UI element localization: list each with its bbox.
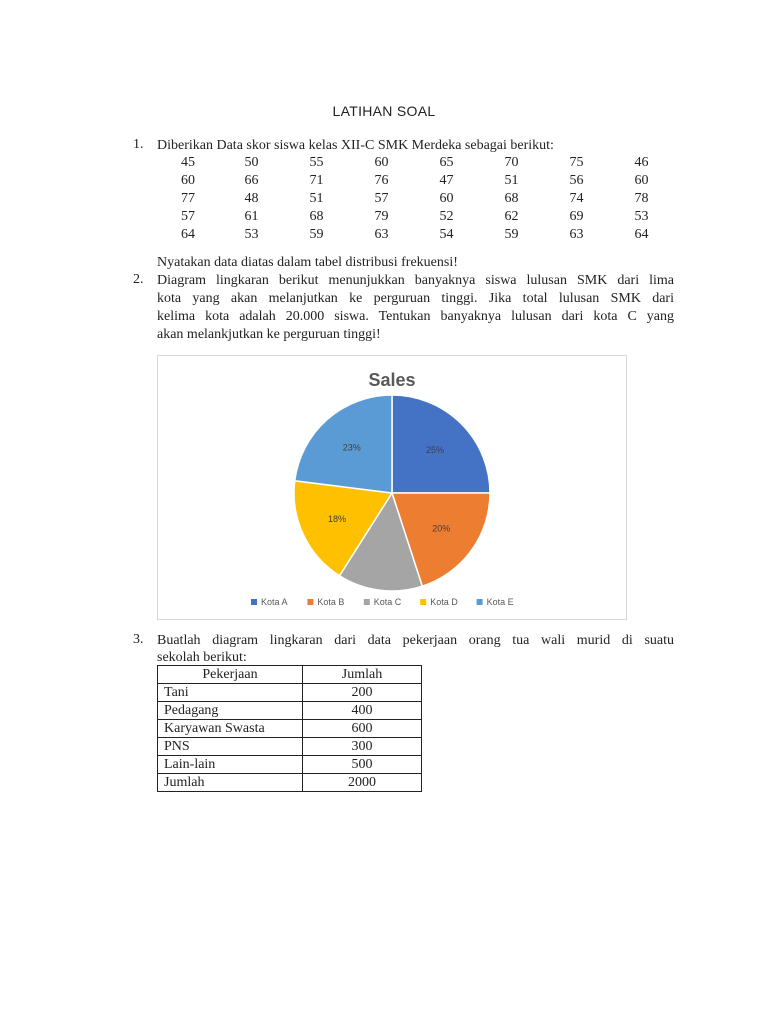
question-2-text — [157, 272, 674, 344]
pie-data-label: 18% — [327, 513, 347, 524]
score-cell: 59 — [504, 227, 519, 242]
score-cell: 56 — [569, 173, 584, 188]
pie-data-label: 23% — [342, 442, 361, 453]
score-cell: 68 — [309, 209, 324, 224]
score-cell: 47 — [439, 173, 454, 188]
question-2-line: Diagram lingkaran berikut menunjukkan banyaknya siswa lulusan SMK dari lima — [157, 273, 674, 288]
legend-swatch — [477, 599, 483, 605]
score-cell: 52 — [439, 209, 454, 224]
legend-label: Kota E — [486, 597, 514, 607]
count-cell: 600 — [303, 720, 422, 738]
pie-slice-1 — [392, 395, 490, 493]
pie-chart — [158, 356, 626, 619]
occupation-cell: Pedagang — [158, 702, 303, 720]
legend-swatch — [251, 599, 257, 605]
table-row — [157, 208, 674, 226]
score-cell: 64 — [634, 227, 649, 242]
score-cell: 46 — [634, 155, 649, 170]
score-cell: 51 — [504, 173, 519, 188]
score-cell: 55 — [309, 155, 324, 170]
table-row — [157, 154, 674, 172]
score-cell: 48 — [244, 191, 259, 206]
table-row — [157, 172, 674, 190]
occupation-table — [157, 665, 422, 792]
score-cell: 57 — [374, 191, 389, 206]
count-cell: 500 — [303, 756, 422, 774]
score-cell: 51 — [309, 191, 324, 206]
table-row — [158, 756, 422, 774]
pie-chart-container — [157, 355, 627, 620]
score-cell: 79 — [374, 209, 389, 224]
question-3-number: 3. — [133, 632, 144, 647]
table-row — [158, 702, 422, 720]
score-cell: 60 — [181, 173, 195, 188]
score-cell: 74 — [569, 191, 584, 206]
score-cell: 64 — [181, 227, 195, 242]
score-cell: 62 — [504, 209, 519, 224]
score-cell: 66 — [244, 173, 259, 188]
score-cell: 61 — [244, 209, 259, 224]
legend-swatch — [307, 599, 313, 605]
table-row — [158, 774, 422, 792]
occupation-cell: PNS — [158, 738, 303, 756]
table-row — [158, 684, 422, 702]
question-3-line: sekolah berikut: — [157, 650, 247, 665]
legend-swatch — [420, 599, 426, 605]
score-cell: 50 — [244, 155, 259, 170]
occupation-cell: Karyawan Swasta — [158, 720, 303, 738]
score-cell: 68 — [504, 191, 519, 206]
question-2-number: 2. — [133, 272, 144, 287]
score-cell: 63 — [374, 227, 389, 242]
table-row — [158, 720, 422, 738]
score-cell: 71 — [309, 173, 324, 188]
score-cell: 60 — [439, 191, 454, 206]
count-cell: 300 — [303, 738, 422, 756]
legend-label: Kota A — [261, 597, 288, 607]
score-cell: 53 — [244, 227, 259, 242]
question-2-line: kelima kota adalah 20.000 siswa. Tentukan banyaknya lulusan dari kota C yang — [157, 309, 674, 324]
occupation-cell: Tani — [158, 684, 303, 702]
score-cell: 60 — [374, 155, 389, 170]
count-cell: 400 — [303, 702, 422, 720]
count-cell: 200 — [303, 684, 422, 702]
score-cell: 65 — [439, 155, 454, 170]
score-cell: 78 — [634, 191, 649, 206]
occupation-cell: Jumlah — [158, 774, 303, 792]
score-cell: 57 — [181, 209, 195, 224]
question-2-line: akan melankjutkan ke perguruan tinggi! — [157, 327, 381, 342]
score-cell: 54 — [439, 227, 454, 242]
occupation-cell: Lain-lain — [158, 756, 303, 774]
legend-swatch — [364, 599, 370, 605]
score-cell: 53 — [634, 209, 649, 224]
score-cell: 77 — [181, 191, 195, 206]
count-cell: 2000 — [303, 774, 422, 792]
header-jumlah: Jumlah — [303, 666, 422, 684]
pie-data-label: 20% — [432, 523, 451, 534]
score-cell: 70 — [504, 155, 519, 170]
question-3-text — [157, 632, 674, 665]
score-cell: 63 — [569, 227, 584, 242]
question-1-instruction: Nyatakan data diatas dalam tabel distribusi frekuensi! — [157, 255, 458, 270]
question-2-line: kota yang akan melanjutkan ke perguruan tinggi. Jika total lulusan SMK dari — [157, 291, 674, 306]
chart-title: Sales — [368, 370, 416, 390]
table-row — [158, 738, 422, 756]
table-row — [157, 226, 674, 244]
score-cell: 75 — [569, 155, 584, 170]
score-cell: 59 — [309, 227, 324, 242]
score-cell: 69 — [569, 209, 584, 224]
score-cell: 45 — [181, 155, 195, 170]
question-1-number: 1. — [133, 137, 144, 152]
pie-data-label: 25% — [425, 445, 445, 455]
question-1-text: Diberikan Data skor siswa kelas XII-C SMK Merdeka sebagai berikut: — [157, 138, 554, 153]
score-data-table — [157, 154, 674, 244]
question-3-line: Buatlah diagram lingkaran dari data pekerjaan orang tua wali murid di suatu — [157, 633, 674, 648]
score-cell: 60 — [634, 173, 649, 188]
legend-label: Kota D — [430, 597, 458, 607]
legend-label: Kota B — [317, 597, 345, 607]
table-header-row — [158, 666, 422, 684]
table-row — [157, 190, 674, 208]
score-cell: 76 — [374, 173, 389, 188]
page-title: LATIHAN SOAL — [332, 103, 436, 119]
header-pekerjaan: Pekerjaan — [158, 666, 303, 684]
legend-label: Kota C — [373, 597, 402, 607]
